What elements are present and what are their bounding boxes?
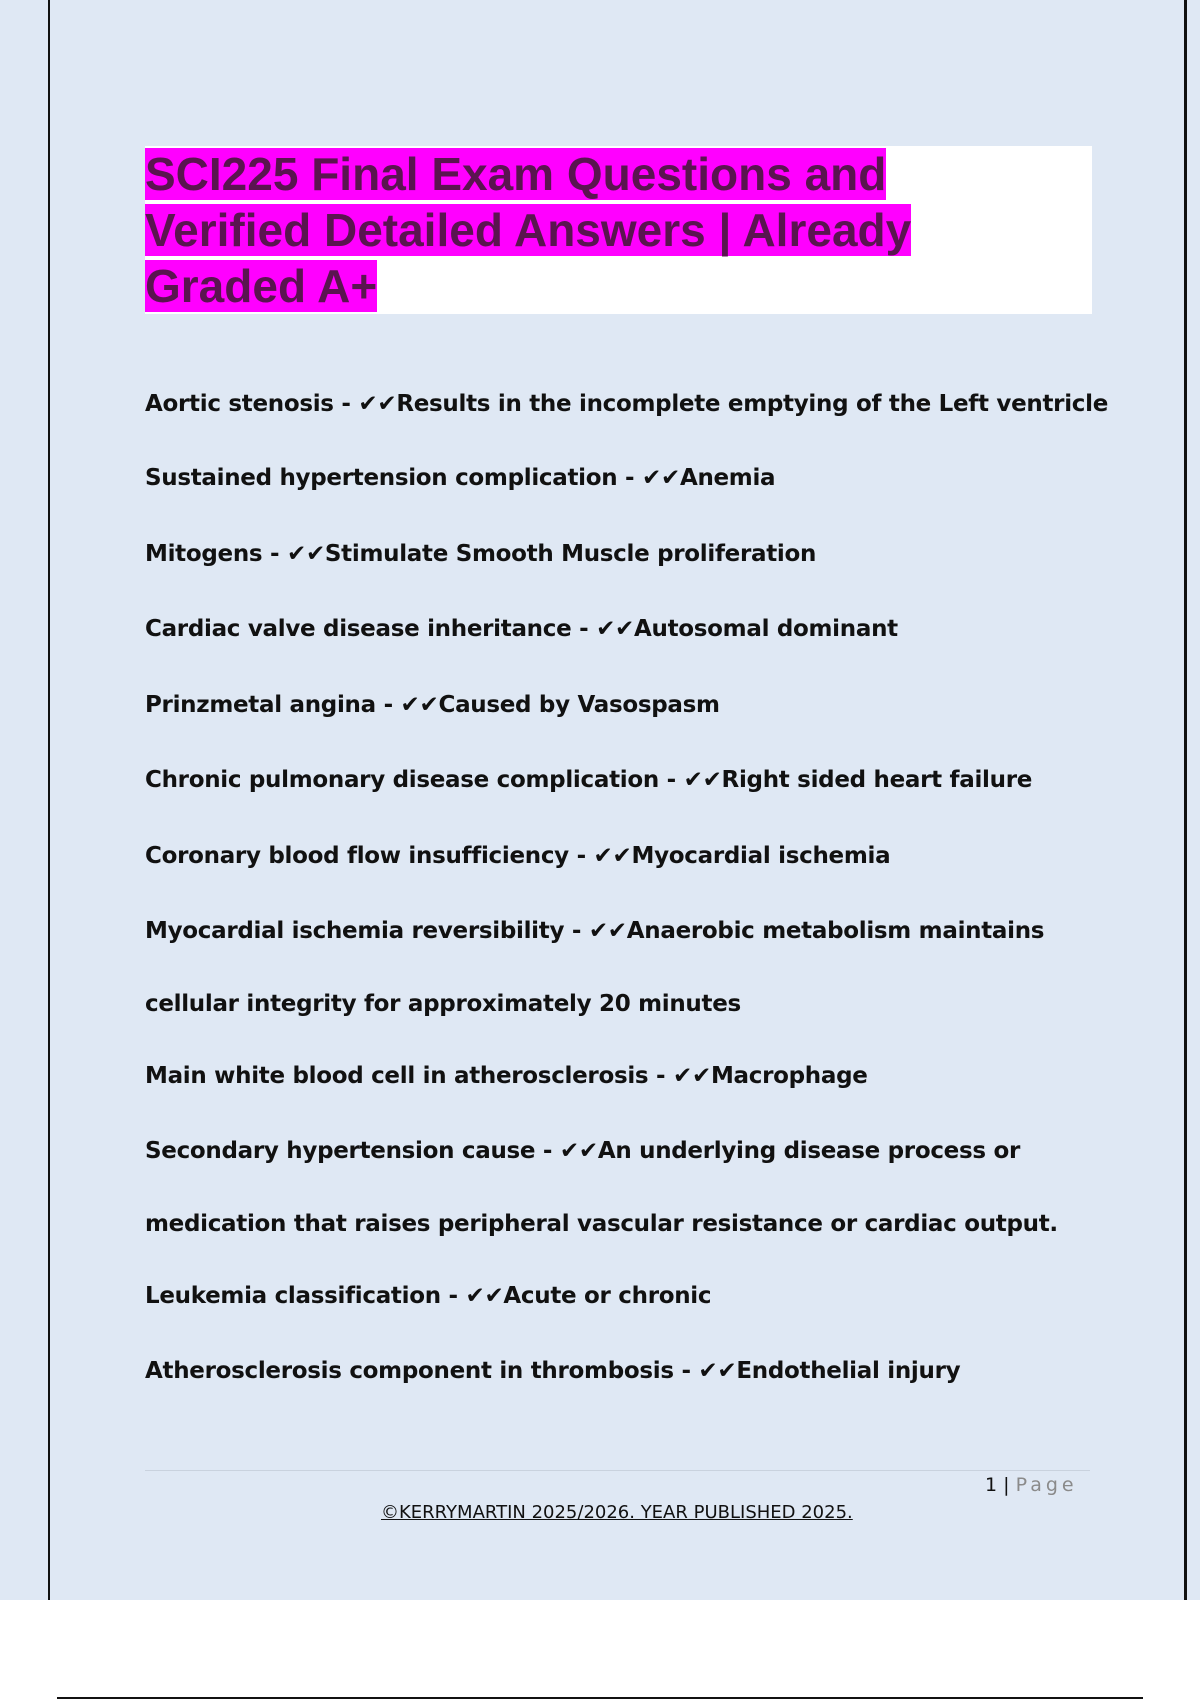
copyright-notice: ©KERRYMARTIN 2025/2026. YEAR PUBLISHED 2025. (381, 1502, 853, 1523)
qa-term: Chronic pulmonary disease complication (145, 767, 659, 793)
qa-answer: Acute or chronic (503, 1283, 712, 1309)
qa-answer: Stimulate Smooth Muscle proliferation (324, 541, 817, 567)
qa-term: Main white blood cell in atherosclerosis (145, 1063, 649, 1089)
qa-term: Myocardial ischemia reversibility (145, 918, 565, 944)
check-icon: ✔✔ (593, 843, 632, 869)
check-icon: ✔✔ (588, 918, 627, 944)
qa-answer: Right sided heart failure (721, 767, 1033, 793)
qa-term: Secondary hypertension cause (145, 1138, 536, 1164)
page-label: Page (1015, 1474, 1078, 1496)
qa-answer: Myocardial ischemia (631, 843, 891, 869)
check-icon: ✔✔ (596, 616, 635, 642)
check-icon: ✔✔ (358, 391, 397, 417)
qa-term: Aortic stenosis (145, 391, 334, 417)
qa-term: Cardiac valve disease inheritance (145, 616, 572, 642)
check-icon: ✔✔ (641, 465, 680, 491)
footer-divider (145, 1470, 1090, 1471)
qa-term: Atherosclerosis component in thrombosis (145, 1358, 674, 1384)
qa-item: Sustained hypertension complication - ✔✔Anemia (145, 465, 776, 491)
page-number-value: 1 (985, 1474, 998, 1496)
check-icon: ✔✔ (673, 1063, 711, 1089)
qa-answer: Macrophage (710, 1063, 868, 1089)
qa-item: Myocardial ischemia reversibility - ✔✔Anaerobic metabolism maintains cellular integrity for approximately 20 minutes (145, 918, 1045, 1017)
check-icon: ✔✔ (559, 1138, 598, 1164)
qa-answer: An underlying disease process or medication that raises peripheral vascular resistance or cardiac output. (145, 1138, 1058, 1237)
qa-term: Mitogens (145, 541, 263, 567)
qa-answer: Caused by Vasospasm (438, 692, 720, 718)
check-icon: ✔✔ (465, 1283, 504, 1309)
document-title (145, 146, 945, 314)
qa-item: Leukemia classification - ✔✔Acute or chronic (145, 1283, 712, 1309)
qa-answer: Endothelial injury (736, 1358, 961, 1384)
qa-item: Secondary hypertension cause - ✔✔An underlying disease process or medication that raises peripheral vascular resistance or cardiac output. (145, 1138, 1058, 1237)
next-page-top-rule (57, 1697, 1143, 1699)
qa-item: Coronary blood flow insufficiency - ✔✔Myocardial ischemia (145, 843, 891, 869)
check-icon: ✔✔ (400, 692, 439, 718)
page-right-border (1184, 0, 1187, 1600)
qa-answer: Anaerobic metabolism maintains cellular integrity for approximately 20 minutes (145, 918, 1045, 1017)
qa-item: Aortic stenosis - ✔✔Results in the incomplete emptying of the Left ventricle (145, 391, 1109, 417)
check-icon: ✔✔ (683, 767, 722, 793)
qa-item: Mitogens - ✔✔Stimulate Smooth Muscle proliferation (145, 541, 817, 567)
page-number-separator: | (1003, 1474, 1010, 1496)
qa-answer: Anemia (679, 465, 776, 491)
title-highlight: SCI225 Final Exam Questions and Verified Detailed Answers | Already Graded A+ (145, 148, 912, 312)
check-icon: ✔✔ (286, 541, 325, 567)
qa-item: Main white blood cell in atherosclerosis - ✔✔Macrophage (145, 1063, 868, 1089)
qa-term: Prinzmetal angina (145, 692, 376, 718)
qa-item: Cardiac valve disease inheritance - ✔✔Autosomal dominant (145, 616, 898, 642)
qa-term: Sustained hypertension complication (145, 465, 618, 491)
qa-answer: Results in the incomplete emptying of the Left ventricle (396, 391, 1109, 417)
page-left-border (48, 0, 50, 1600)
qa-item: Chronic pulmonary disease complication - ✔✔Right sided heart failure (145, 767, 1033, 793)
qa-item: Prinzmetal angina - ✔✔Caused by Vasospasm (145, 692, 720, 718)
qa-term: Coronary blood flow insufficiency (145, 843, 569, 869)
page-number (985, 1474, 1078, 1496)
qa-answer: Autosomal dominant (634, 616, 898, 642)
qa-term: Leukemia classification (145, 1283, 441, 1309)
qa-item: Atherosclerosis component in thrombosis - ✔✔Endothelial injury (145, 1358, 961, 1384)
check-icon: ✔✔ (698, 1358, 737, 1384)
